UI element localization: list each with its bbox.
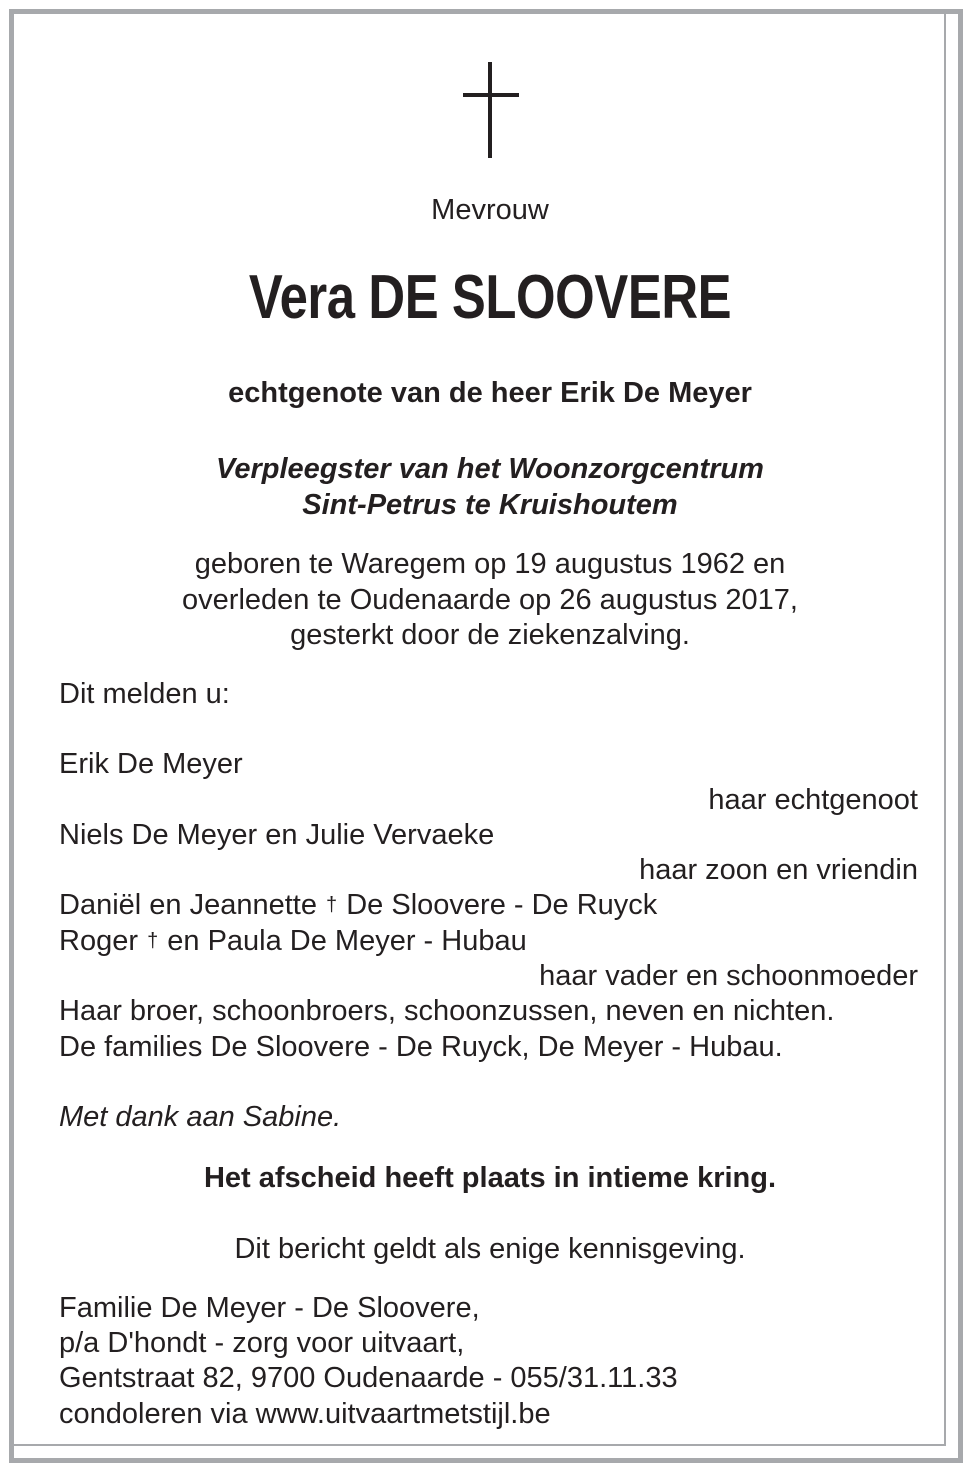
contact-undertaker: p/a D'hondt - zorg voor uitvaart, (59, 1327, 465, 1359)
contact-condolences: condoleren via www.uitvaartmetstijl.be (59, 1398, 551, 1430)
spouse-line: echtgenote van de heer Erik De Meyer (228, 377, 752, 409)
mourner-daniel (59, 887, 657, 923)
mourner-parents-relation: haar vader en schoonmoeder (539, 960, 918, 992)
mourner-daniel-surnames: De Sloovere - De Ruyck (346, 889, 658, 921)
mourner-families: De families De Sloovere - De Ruyck, De Meyer - Hubau. (59, 1031, 783, 1063)
contact-address: Gentstraat 82, 9700 Oudenaarde - 055/31.11.33 (59, 1362, 678, 1394)
contact-family: Familie De Meyer - De Sloovere, (59, 1292, 480, 1324)
mourner-daniel-names: Daniël en Jeannette (59, 889, 317, 921)
mourner-roger (59, 923, 527, 959)
title-mevrouw: Mevrouw (431, 194, 549, 226)
mourner-niels-relation: haar zoon en vriendin (639, 854, 918, 886)
farewell-line: Het afscheid heeft plaats in intieme kring. (203, 1162, 777, 1194)
notice-line: Dit bericht geldt als enige kennisgeving. (234, 1233, 746, 1265)
mourner-erik-relation: haar echtgenoot (708, 784, 918, 816)
announcement-intro: Dit melden u: (59, 678, 230, 710)
mourner-roger-name: Roger (59, 925, 138, 957)
sacrament-line: gesterkt door de ziekenzalving. (290, 619, 690, 651)
mourner-niels: Niels De Meyer en Julie Vervaeke (59, 819, 495, 851)
cross-icon (0, 62, 980, 160)
profession-line-1: Verpleegster van het Woonzorgcentrum (216, 453, 764, 485)
deceased-name: Vera DE SLOOVERE (248, 263, 732, 332)
mourner-erik: Erik De Meyer (59, 748, 243, 780)
mourner-extended: Haar broer, schoonbroers, schoonzussen, neven en nichten. (59, 995, 835, 1027)
thanks-line: Met dank aan Sabine. (59, 1101, 342, 1133)
born-line: geboren te Waregem op 19 augustus 1962 en (194, 548, 786, 580)
mourner-roger-rest: en Paula De Meyer - Hubau (167, 925, 527, 957)
died-line: overleden te Oudenaarde op 26 augustus 2017, (182, 584, 798, 616)
deceased-cross-icon: † (326, 894, 338, 916)
profession-line-2: Sint-Petrus te Kruishoutem (302, 489, 678, 521)
deceased-cross-icon: † (147, 930, 159, 952)
